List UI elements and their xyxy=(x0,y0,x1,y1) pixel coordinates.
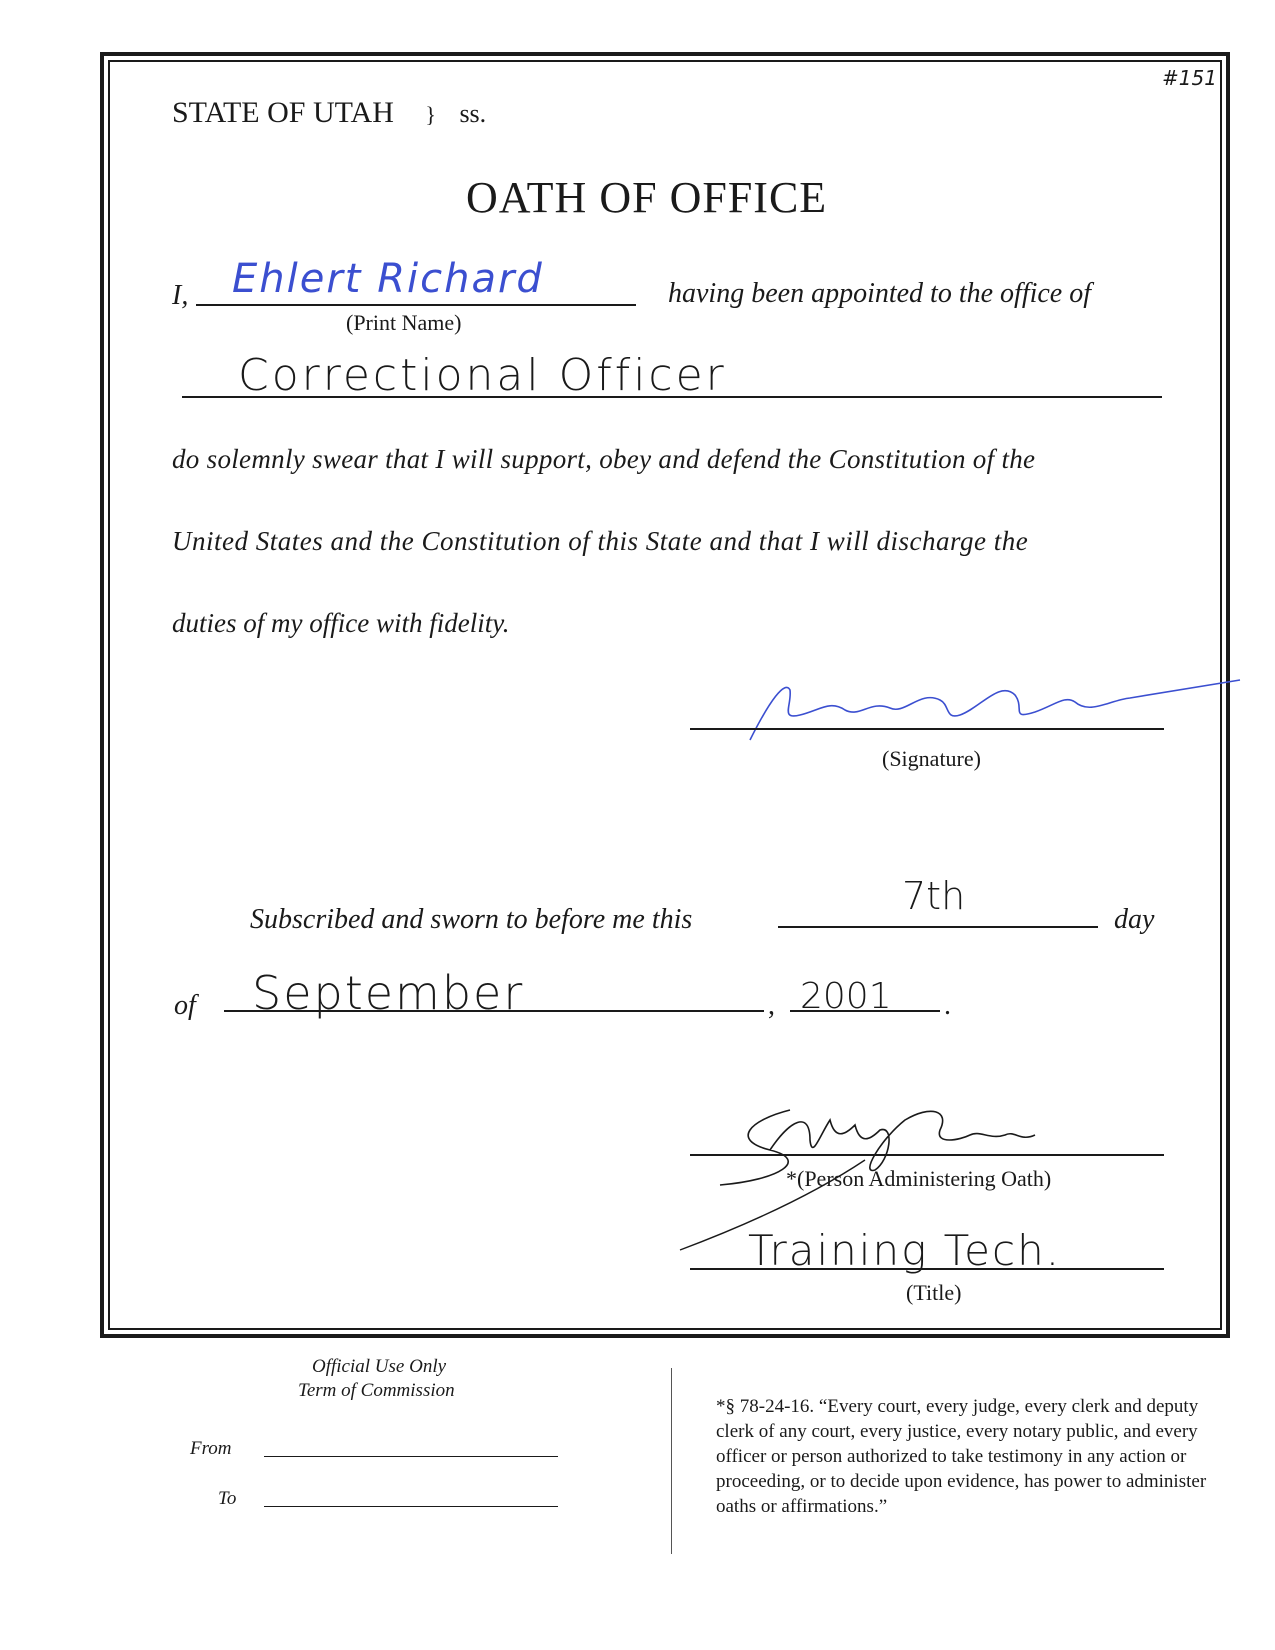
month-line xyxy=(224,1010,764,1012)
print-name-label: (Print Name) xyxy=(346,310,462,335)
state-heading xyxy=(172,96,486,130)
page-title: OATH OF OFFICE xyxy=(466,173,828,222)
day-value: 7th xyxy=(902,874,966,918)
intro-text: I, xyxy=(172,280,189,311)
term-of-commission-heading: Term of Commission xyxy=(298,1380,455,1401)
section-divider xyxy=(671,1368,672,1554)
official-use-heading: Official Use Only xyxy=(312,1356,447,1377)
administrator-title-value: Training Tech. xyxy=(748,1226,1062,1275)
title-label: (Title) xyxy=(906,1280,962,1305)
month-value: September xyxy=(252,966,525,1020)
signature-label: (Signature) xyxy=(882,746,981,771)
administrator-line xyxy=(690,1154,1164,1156)
ss-label: ss. xyxy=(459,99,487,128)
oath-body-line-3: duties of my office with fidelity. xyxy=(172,608,510,638)
office-line xyxy=(182,396,1162,398)
oath-taker-signature xyxy=(730,660,1250,760)
from-line[interactable] xyxy=(264,1456,558,1457)
year-line xyxy=(790,1010,940,1012)
statute-footnote: *§ 78-24-16. “Every court, every judge, every clerk and deputy clerk of any court, every justice, every notary public, and every officer or person authorized to take testimony in any action or proceeding, or to decide upon evidence, has power to administer oaths or affirmations.” xyxy=(716,1396,1207,1517)
office-value: Correctional Officer xyxy=(238,350,727,401)
oath-body-line-2: United States and the Constitution of this State and that I will discharge the xyxy=(172,526,1029,556)
of-label: of xyxy=(174,990,196,1021)
doc-number: #151 xyxy=(1162,66,1217,90)
from-label: From xyxy=(190,1438,232,1459)
day-line xyxy=(778,926,1098,928)
oath-body-line-1: do solemnly swear that I will support, obey and defend the Constitution of the xyxy=(172,444,1036,474)
day-label: day xyxy=(1114,904,1155,935)
sworn-text: Subscribed and sworn to before me this xyxy=(250,904,693,935)
administrator-label: *(Person Administering Oath) xyxy=(786,1166,1052,1191)
signature-line xyxy=(690,728,1164,730)
appointed-text: having been appointed to the office of xyxy=(668,278,1092,309)
period: . xyxy=(944,990,951,1021)
comma: , xyxy=(768,990,775,1021)
year-value: 2001 xyxy=(800,976,892,1017)
print-name-line xyxy=(196,304,636,306)
state-name: STATE OF UTAH xyxy=(172,96,394,129)
to-label: To xyxy=(218,1488,237,1509)
to-line[interactable] xyxy=(264,1506,558,1507)
brace: } xyxy=(425,102,436,127)
print-name-value: Ehlert Richard xyxy=(232,256,544,302)
title-line xyxy=(690,1268,1164,1270)
